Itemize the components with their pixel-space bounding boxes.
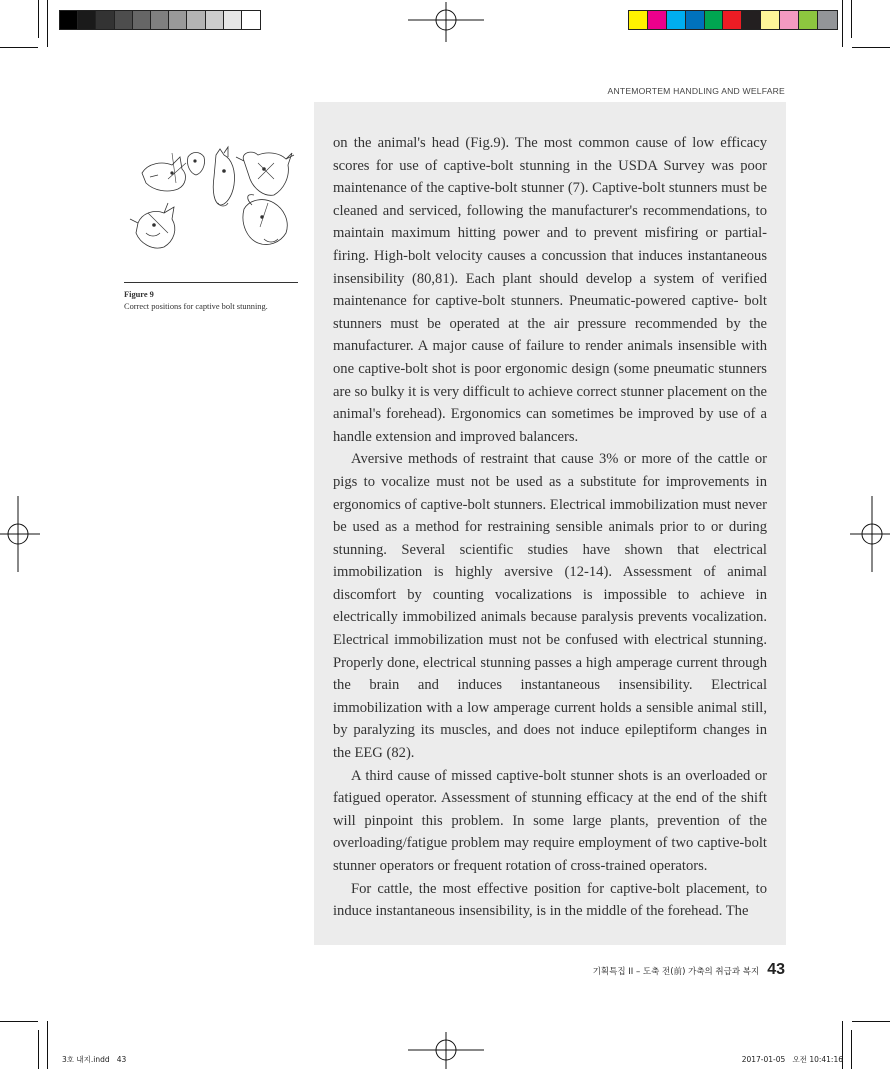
gray-swatch xyxy=(151,11,169,29)
gray-swatch xyxy=(60,11,78,29)
page-footer xyxy=(593,961,785,979)
color-swatch xyxy=(723,11,742,29)
body-text xyxy=(333,132,767,923)
gray-swatch xyxy=(224,11,242,29)
gray-swatch xyxy=(187,11,205,29)
crop-mark xyxy=(47,1021,48,1069)
color-swatch xyxy=(629,11,648,29)
color-swatch xyxy=(818,11,837,29)
gray-swatch xyxy=(133,11,151,29)
crop-mark xyxy=(851,1030,852,1069)
gray-swatch xyxy=(169,11,187,29)
color-bar xyxy=(628,10,838,30)
gray-swatch xyxy=(96,11,114,29)
gray-swatch xyxy=(242,11,260,29)
crop-mark xyxy=(0,47,38,48)
color-swatch xyxy=(686,11,705,29)
paragraph: For cattle, the most effective position for captive-bolt placement, to induce instantaneous insensibility, is in the middle of the forehead. The xyxy=(333,880,767,920)
registration-target-icon xyxy=(408,1032,484,1069)
crop-mark xyxy=(38,1030,39,1069)
page-number: 43 xyxy=(767,961,785,978)
color-swatch xyxy=(780,11,799,29)
color-swatch xyxy=(705,11,724,29)
footer-section-title: 기획특집 II – 도축 전(前) 가축의 취급과 복지 xyxy=(592,967,760,977)
crop-mark xyxy=(0,1021,38,1022)
gray-swatch xyxy=(78,11,96,29)
figure-caption: Correct positions for captive bolt stunning. xyxy=(124,302,268,311)
crop-mark xyxy=(842,0,843,47)
stunning-positions-illustration xyxy=(128,143,298,261)
color-swatch xyxy=(667,11,686,29)
figure-rule xyxy=(124,282,298,283)
registration-target-icon xyxy=(850,496,890,572)
slug-timestamp: 2017-01-05 오전 10:41:16 xyxy=(741,1055,843,1064)
gray-swatch xyxy=(115,11,133,29)
gray-swatch xyxy=(206,11,224,29)
crop-mark xyxy=(851,0,852,38)
color-swatch xyxy=(648,11,667,29)
color-swatch xyxy=(742,11,761,29)
color-swatch xyxy=(799,11,818,29)
crop-mark xyxy=(852,47,890,48)
running-head: ANTEMORTEM HANDLING AND WELFARE xyxy=(607,86,785,96)
paragraph: on the animal's head (Fig.9). The most common cause of low efficacy scores for use of captive-bolt stunning in the USDA Survey was poor maintenance of the captive-bolt stunner (7). Captive-bolt stunners must be cleaned and serviced, following the manufacturer's recommendations, to maintain maximum hitting power and to prevent misfiring or partial-firing. High-bolt velocity causes a concussion that induces instantaneous insensibility (80,81). Each plant should develop a system of verified maintenance for captive-bolt stunners. Pneumatic-powered captive- bolt stunners must be operated at the air pressure recommended by the manufacturer. A major cause of failure to render animals insensible with one captive-bolt shot is poor ergonomic design (some pneumatic stunners are so bulky it is very difficult to achieve correct stunner placement on the animal's forehead). Ergonomics can sometimes be improved by use of a handle extension and improved balancers. xyxy=(333,135,767,445)
crop-mark xyxy=(38,0,39,38)
figure-label: Figure 9 xyxy=(124,290,154,299)
crop-mark xyxy=(852,1021,890,1022)
paragraph: A third cause of missed captive-bolt stunner shots is an overloaded or fatigued operator. Assessment of stunning efficacy at the end of the shift will pinpoint this problem. In some large plants, prevention of the overloading/fatigue problem may require employment of two captive-bolt stunner operators or frequent rotation of cross-trained operators. xyxy=(333,767,767,874)
paragraph: Aversive methods of restraint that cause 3% or more of the cattle or pigs to vocalize must not be used as a substitute for improvements in ergonomics of captive-bolt stunners. Electrical immobilization must never be used as a method for restraining sensible animals prior to or during stunning. Several scientific studies have shown that electrical immobilization is highly aversive (12-14). Assessment of animal discomfort by counting vocalizations is impossible to achieve in electrically immobilized animals because paralysis prevents vocalization. Electrical immobilization must not be confused with electrical stunning. Properly done, electrical stunning passes a high amperage current through the brain and induces instantaneous insensibility. Electrical immobilization with a low amperage current holds a sensible animal still, by paralyzing its muscles, and does not induce epileptiform changes in the EEG (82). xyxy=(333,451,767,762)
registration-target-icon xyxy=(0,496,40,572)
grayscale-bar xyxy=(59,10,261,30)
slug-filename: 3호 내지.indd 43 xyxy=(62,1055,127,1064)
crop-mark xyxy=(47,0,48,47)
color-swatch xyxy=(761,11,780,29)
registration-target-icon xyxy=(408,2,484,42)
